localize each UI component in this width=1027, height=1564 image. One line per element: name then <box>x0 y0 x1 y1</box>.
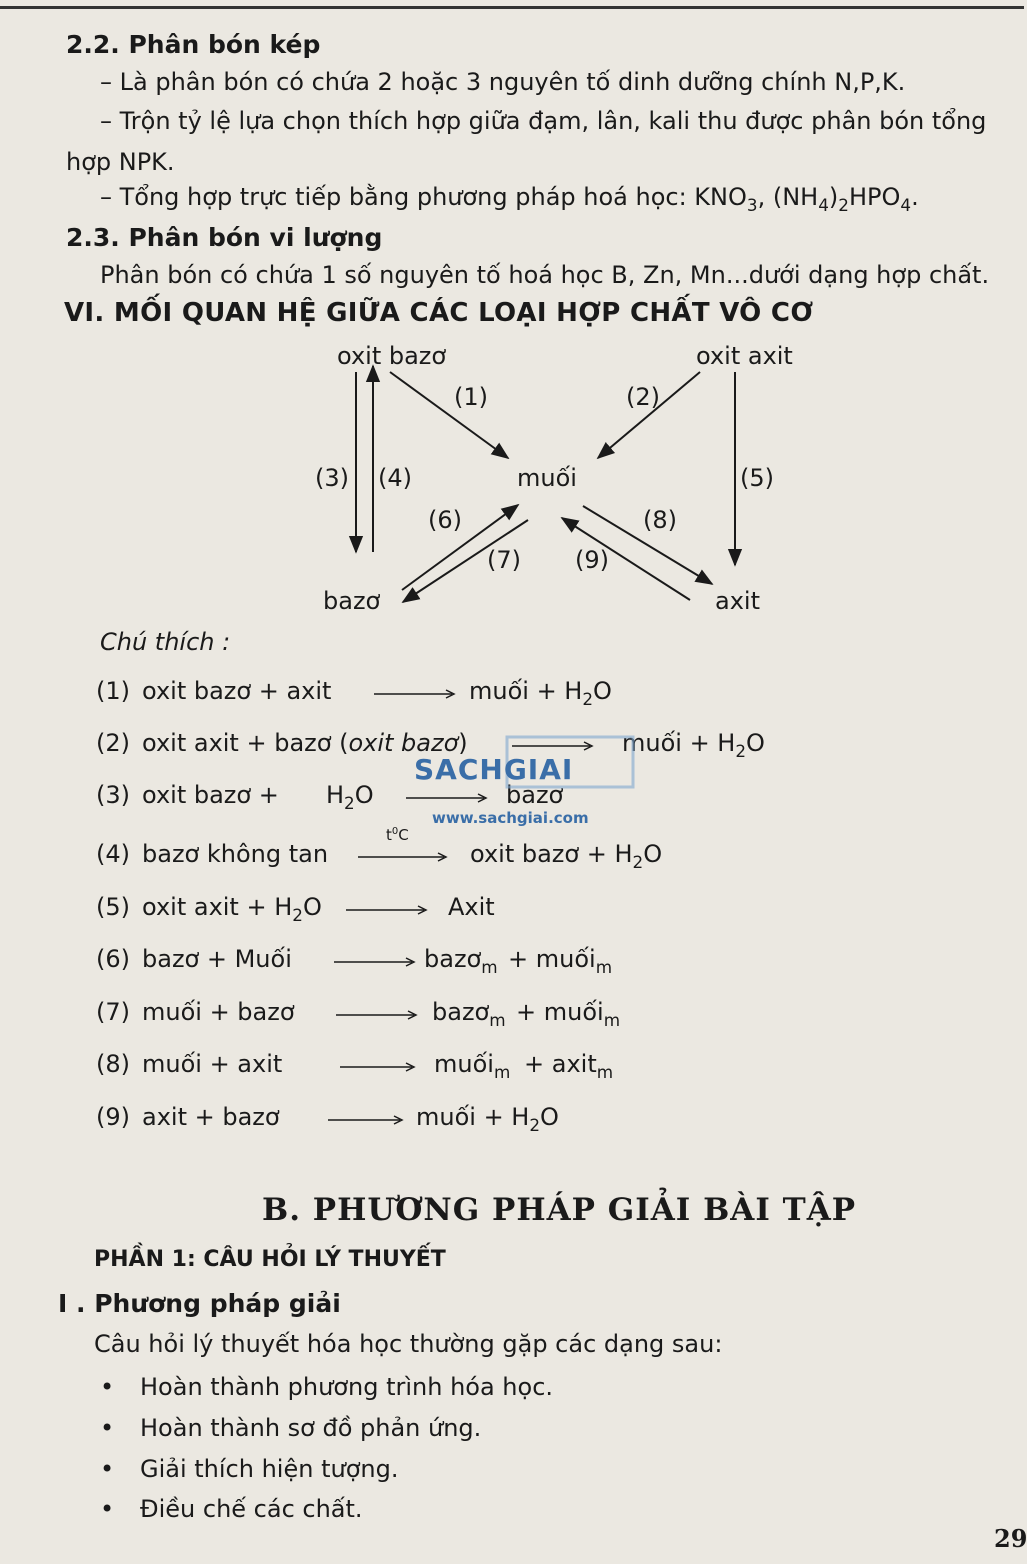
heading-2-2: 2.2. Phân bón kép <box>66 30 321 59</box>
page-number: 29 <box>994 1524 1027 1553</box>
label-7: (7) <box>487 546 521 574</box>
watermark-url: www.sachgiai.com <box>432 809 589 827</box>
arrow-icon <box>340 1062 416 1072</box>
section-b-title: B. PHƯƠNG PHÁP GIẢI BÀI TẬP <box>262 1192 857 1228</box>
node-oxit-bazo: oxit bazơ <box>337 342 447 370</box>
paragraph-2-2-line1: – Là phân bón có chứa 2 hoặc 3 nguyên tố dinh dưỡng chính N,P,K. <box>100 68 906 96</box>
label-6: (6) <box>428 506 462 534</box>
arrow-icon <box>334 957 416 967</box>
label-4: (4) <box>378 464 412 492</box>
intro-text: Câu hỏi lý thuyết hóa học thường gặp các dạng sau: <box>94 1330 723 1358</box>
arrow-icon <box>358 852 448 862</box>
arrow-icon <box>336 1010 418 1020</box>
equation-1: (1) oxit bazơ + axit muối + $H_2O$ <box>96 677 612 709</box>
equation-7: (7) muối + bazơ bazơ$_m$ + muối$_m$ <box>96 998 621 1030</box>
paragraph-2-2-line3: – Tổng hợp trực tiếp bằng phương pháp hoá học: $KNO_3$, $(NH_4)_2HPO_4$. <box>100 183 919 215</box>
subheading-method: I . Phương pháp giải <box>58 1289 341 1318</box>
node-oxit-axit: oxit axit <box>696 342 793 370</box>
node-bazo: bazơ <box>323 587 381 615</box>
label-5: (5) <box>740 464 774 492</box>
label-1: (1) <box>454 383 488 411</box>
bullet-item: • Điều chế các chất. <box>100 1495 363 1523</box>
node-axit: axit <box>715 587 760 615</box>
label-8: (8) <box>643 506 677 534</box>
part-1-title: PHẦN 1: CÂU HỎI LÝ THUYẾT <box>94 1247 446 1272</box>
bullet-item: • Hoàn thành phương trình hóa học. <box>100 1373 554 1401</box>
equation-3: (3) oxit bazơ + $H_2O$ bazơ <box>96 781 564 813</box>
heading-section-vi: VI. MỐI QUAN HỆ GIỮA CÁC LOẠI HỢP CHẤT VÔ CƠ <box>64 298 814 328</box>
paragraph-2-2-line2: – Trộn tỷ lệ lựa chọn thích hợp giữa đạm, lân, kali thu được phân bón tổng <box>100 107 987 135</box>
relationship-diagram <box>0 0 1024 640</box>
equation-6: (6) bazơ + Muối bazơ$_m$ + muối$_m$ <box>96 945 613 977</box>
label-3: (3) <box>315 464 349 492</box>
arrow-icon <box>346 905 428 915</box>
legend-title: Chú thích : <box>100 628 231 656</box>
label-2: (2) <box>626 383 660 411</box>
equation-5: (5) oxit axit + $H_2O$ Axit <box>96 893 495 925</box>
watermark-brand: SACHGIAI <box>414 753 574 786</box>
paragraph-2-3: Phân bón có chứa 1 số nguyên tố hoá học B, Zn, Mn...dưới dạng hợp chất. <box>100 261 990 289</box>
arrow-1 <box>390 372 508 458</box>
equation-9: (9) axit + bazơ muối + $H_2O$ <box>96 1103 559 1135</box>
node-muoi: muối <box>517 464 577 492</box>
equation-2: (2) oxit axit + bazơ (oxit bazơ) muối + $H_2O$ <box>96 729 765 761</box>
arrow-icon <box>374 689 456 699</box>
heading-2-3: 2.3. Phân bón vi lượng <box>66 223 383 252</box>
bullet-item: • Hoàn thành sơ đồ phản ứng. <box>100 1414 482 1442</box>
equation-4: (4) bazơ không tan $t^0C$ oxit bazơ + $H_2O$ <box>96 826 663 872</box>
paragraph-2-2-line2b: hợp NPK. <box>66 148 175 176</box>
arrow-icon <box>328 1115 404 1125</box>
equation-8: (8) muối + axit muối$_m$ + axit$_m$ <box>96 1050 614 1082</box>
label-9: (9) <box>575 546 609 574</box>
arrow-icon <box>406 793 488 803</box>
bullet-item: • Giải thích hiện tượng. <box>100 1455 399 1483</box>
